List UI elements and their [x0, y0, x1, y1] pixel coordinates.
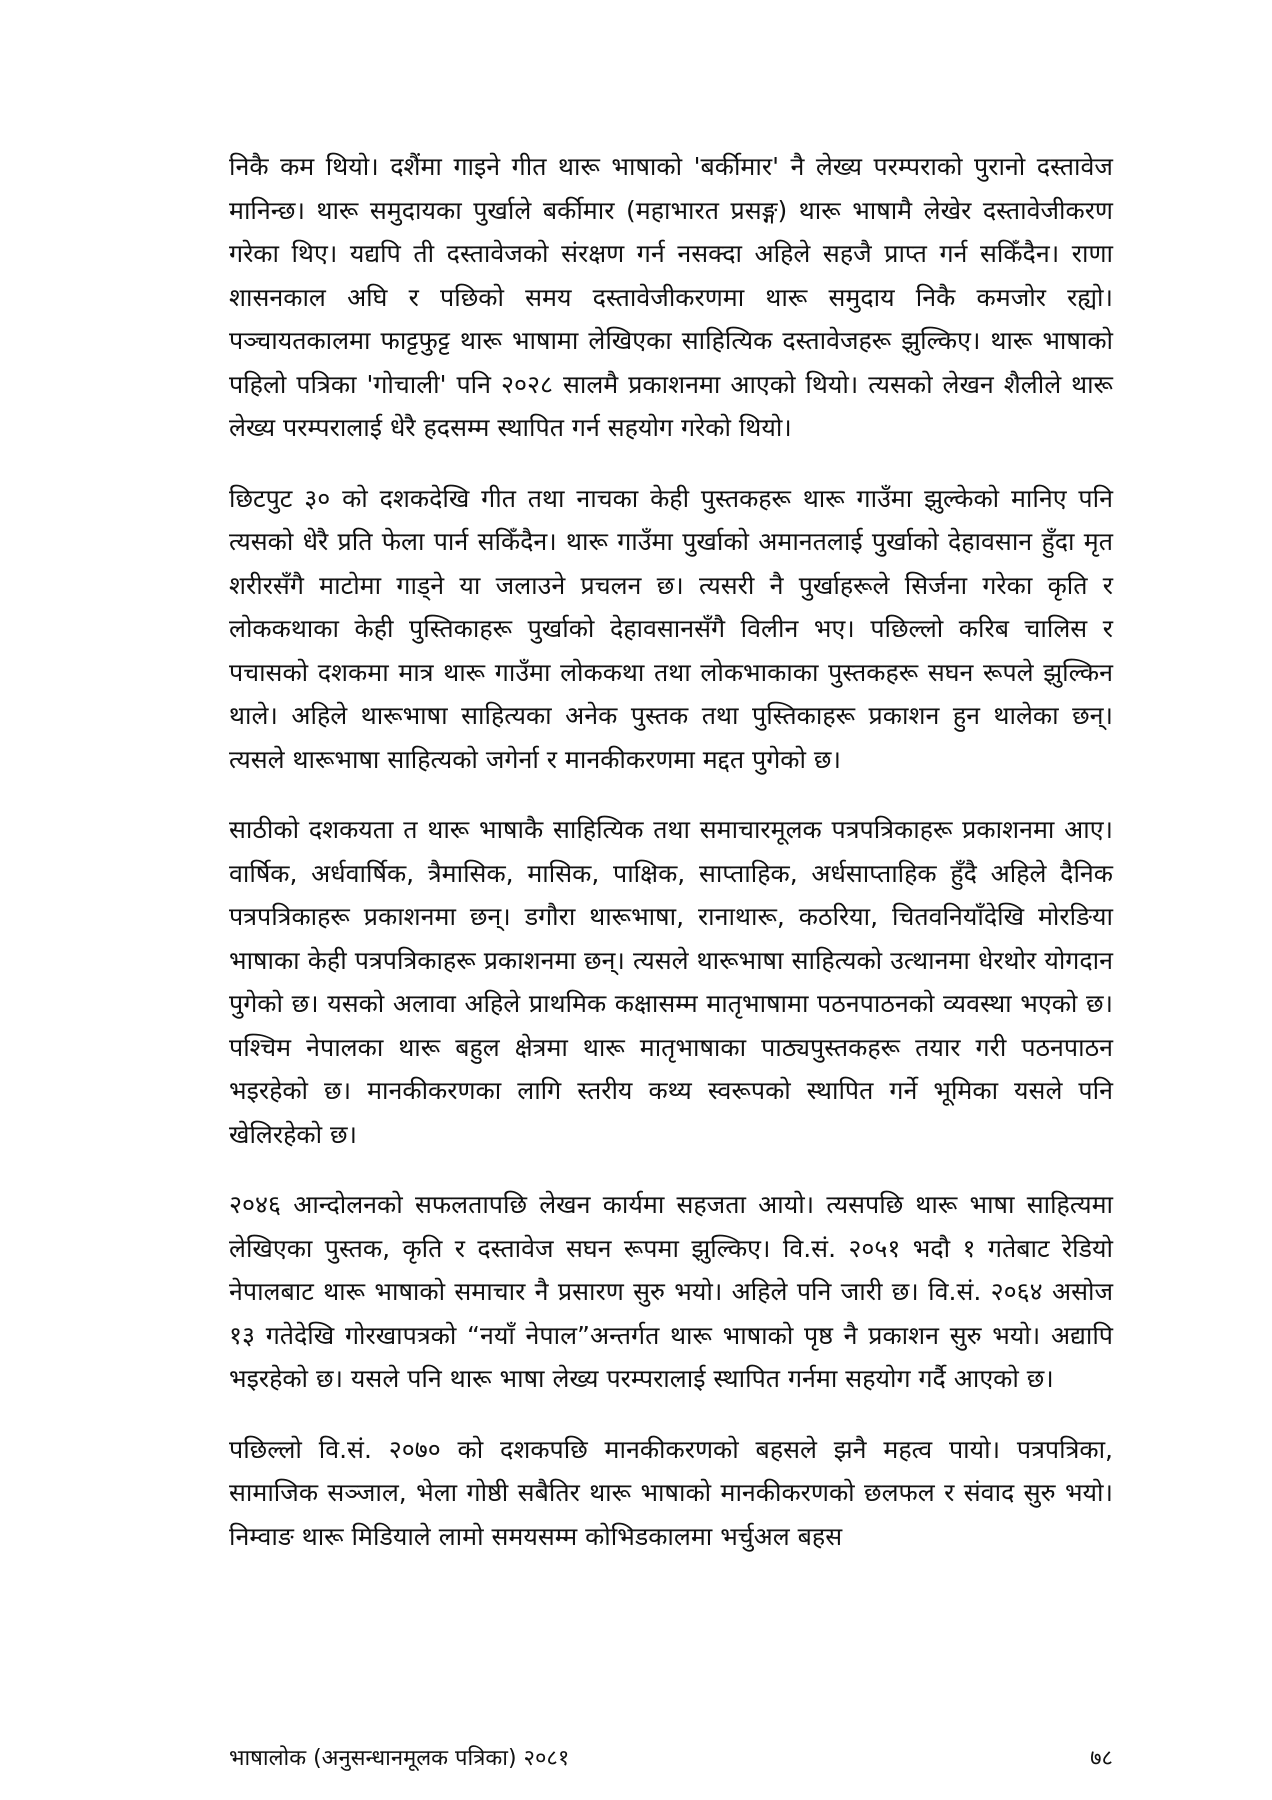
- journal-title: भाषालोक (अनुसन्धानमूलक पत्रिका) २०८१: [229, 1746, 570, 1771]
- paragraph-5: पछिल्लो वि.सं. २०७० को दशकपछि मानकीकरणको बहसले झनै महत्व पायो। पत्रपत्रिका, सामाजिक सञ्जाल, भेला गोष्ठी सबैतिर थारू भाषाको मानकीकरणको छलफल र संवाद सुरु भयो। निम्वाङ थारू मिडियाले लामो समयसम्म कोभिडकालमा भर्चुअल बहस: [229, 1434, 1113, 1551]
- page-number: ७८: [1090, 1746, 1113, 1771]
- paragraph-3: साठीको दशकयता त थारू भाषाकै साहित्यिक तथा समाचारमूलक पत्रपत्रिकाहरू प्रकाशनमा आए। वार्षिक, अर्धवार्षिक, त्रैमासिक, मासिक, पाक्षिक, साप्ताहिक, अर्धसाप्ताहिक हुँदै अहिले दैनिक पत्रपत्रिकाहरू प्रकाशनमा छन्। डगौरा थारूभाषा, रानाथारू, कठरिया, चितवनियाँदेखि मोरङिया भाषाका केही पत्रपत्रिकाहरू प्रकाशनमा छन्। त्यसले थारूभाषा साहित्यको उत्थानमा धेरथोर योगदान पुगेको छ। यसको अलावा अहिले प्राथमिक कक्षासम्म मातृभाषामा पठनपाठनको व्यवस्था भएको छ। पश्चिम नेपालका थारू बहुल क्षेत्रमा थारू मातृभाषाका पाठ्यपुस्तकहरू तयार गरी पठनपाठन भइरहेको छ। मानकीकरणका लागि स्तरीय कथ्य स्वरूपको स्थापित गर्ने भूमिका यसले पनि खेलिरहेको छ।: [229, 815, 1113, 1149]
- paragraph-1: निकै कम थियो। दशैंमा गाइने गीत थारू भाषाको 'बर्कीमार' नै लेख्य परम्पराको पुरानो दस्तावेज मानिन्छ। थारू समुदायका पुर्खाले बर्कीमार (महाभारत प्रसङ्ग) थारू भाषामै लेखेर दस्तावेजीकरण गरेका थिए। यद्यपि ती दस्तावेजको संरक्षण गर्न नसक्दा अहिले सहजै प्राप्त गर्न सकिँदैन। राणा शासनकाल अघि र पछिको समय दस्तावेजीकरणमा थारू समुदाय निकै कमजोर रह्यो। पञ्चायतकालमा फाट्टफुट्ट थारू भाषामा लेखिएका साहित्यिक दस्तावेजहरू झुल्किए। थारू भाषाको पहिलो पत्रिका 'गोचाली' पनि २०२८ सालमै प्रकाशनमा आएको थियो। त्यसको लेखन शैलीले थारू लेख्य परम्परालाई धेरै हदसम्म स्थापित गर्न सहयोग गरेको थियो।: [229, 152, 1113, 442]
- page-content: [229, 145, 1113, 1585]
- page-footer: [229, 1744, 1113, 1774]
- paragraph-2: छिटपुट ३० को दशकदेखि गीत तथा नाचका केही पुस्तकहरू थारू गाउँमा झुल्केको मानिए पनि त्यसको धेरै प्रति फेला पार्न सकिँदैन। थारू गाउँमा पुर्खाको अमानतलाई पुर्खाको देहावसान हुँदा मृत शरीरसँगै माटोमा गाड्ने या जलाउने प्रचलन छ। त्यसरी नै पुर्खाहरूले सिर्जना गरेका कृति र लोककथाका केही पुस्तिकाहरू पुर्खाको देहावसानसँगै विलीन भए। पछिल्लो करिब चालिस र पचासको दशकमा मात्र थारू गाउँमा लोककथा तथा लोकभाकाका पुस्तकहरू सघन रूपले झुल्किन थाले। अहिले थारूभाषा साहित्यका अनेक पुस्तक तथा पुस्तिकाहरू प्रकाशन हुन थालेका छन्। त्यसले थारूभाषा साहित्यको जगेर्ना र मानकीकरणमा मद्दत पुगेको छ।: [229, 483, 1113, 774]
- paragraph-4: २०४६ आन्दोलनको सफलतापछि लेखन कार्यमा सहजता आयो। त्यसपछि थारू भाषा साहित्यमा लेखिएका पुस्तक, कृति र दस्तावेज सघन रूपमा झुल्किए। वि.सं. २०५१ भदौ १ गतेबाट रेडियो नेपालबाट थारू भाषाको समाचार नै प्रसारण सुरु भयो। अहिले पनि जारी छ। वि.सं. २०६४ असोज १३ गतेदेखि गोरखापत्रको “नयाँ नेपाल”अन्तर्गत थारू भाषाको पृष्ठ नै प्रकाशन सुरु भयो। अद्यापि भइरहेको छ। यसले पनि थारू भाषा लेख्य परम्परालाई स्थापित गर्नमा सहयोग गर्दै आएको छ।: [229, 1190, 1113, 1393]
